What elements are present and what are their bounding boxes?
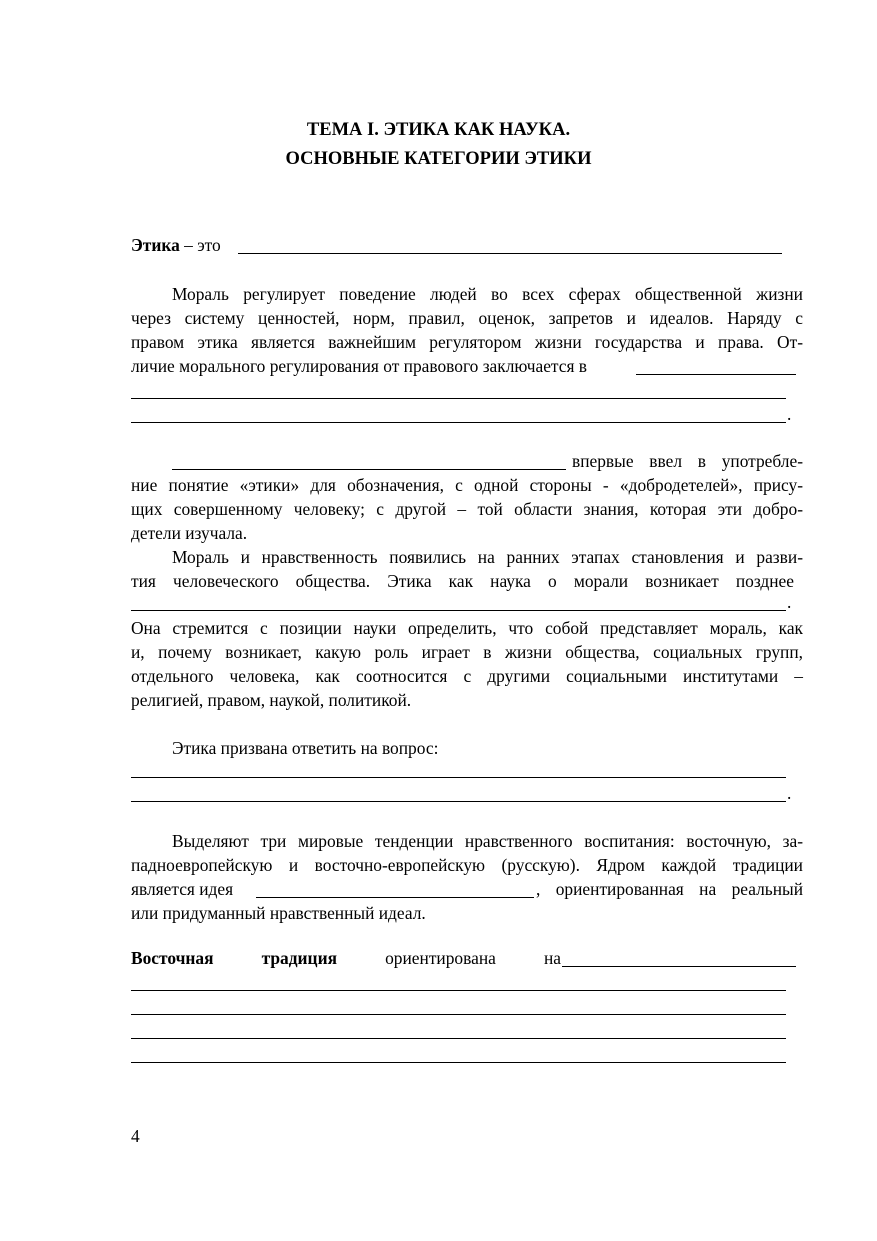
eastern-word-4: на bbox=[543, 948, 561, 968]
heading-line-1: ТЕМА I. ЭТИКА КАК НАУКА. bbox=[306, 120, 571, 140]
eastern-blank-2[interactable] bbox=[131, 990, 786, 991]
para5-line-1: Выделяют три мировые тенденции нравственного воспитания: восточную, за- bbox=[172, 831, 803, 851]
para4-line-2: и, почему возникает, какую роль играет в жизни общества, социальных групп, bbox=[131, 642, 803, 662]
definition-blank[interactable] bbox=[238, 253, 782, 254]
heading-line-2: ОСНОВНЫЕ КАТЕГОРИИ ЭТИКИ bbox=[285, 149, 592, 169]
para3-blank[interactable] bbox=[131, 610, 786, 611]
para1-line-4: личие морального регулирования от правового заключается в bbox=[131, 356, 588, 376]
para3-period: . bbox=[787, 592, 792, 612]
eastern-blank-4[interactable] bbox=[131, 1038, 786, 1039]
eastern-word-2: традиция bbox=[261, 948, 337, 968]
eastern-word-1: Восточная bbox=[131, 948, 214, 968]
para5-line-3-start: является идея bbox=[131, 879, 234, 899]
para1-line-2: через систему ценностей, норм, правил, оценок, запретов и идеалов. Наряду с bbox=[131, 308, 803, 328]
page-number: 4 bbox=[131, 1126, 140, 1146]
para2-line-4: детели изучала. bbox=[131, 523, 248, 543]
eastern-blank-1[interactable] bbox=[562, 966, 796, 967]
question-blank-1[interactable] bbox=[131, 777, 786, 778]
eastern-word-3: ориентирована bbox=[385, 948, 496, 968]
definition-rest: – это bbox=[179, 235, 221, 255]
para1-blank-2[interactable] bbox=[131, 398, 786, 399]
eastern-blank-5[interactable] bbox=[131, 1062, 786, 1063]
para1-period: . bbox=[787, 404, 792, 424]
para5-line-4: или придуманный нравственный идеал. bbox=[131, 903, 426, 923]
para5-line-3-end: , ориентированная на реальный bbox=[536, 879, 803, 899]
para2-line-2: ние понятие «этики» для обозначения, с одной стороны - «добродетелей», прису- bbox=[131, 475, 803, 495]
para4-line-1: Она стремится с позиции науки определить, что собой представляет мораль, как bbox=[131, 618, 803, 638]
para4-line-4: религией, правом, наукой, политикой. bbox=[131, 690, 412, 710]
question-period: . bbox=[787, 783, 792, 803]
para2-blank[interactable] bbox=[172, 469, 566, 470]
definition-line bbox=[131, 237, 803, 254]
para2-line-3: щих совершенному человеку; с другой – той области знания, которая эти добро- bbox=[131, 499, 803, 519]
eastern-blank-3[interactable] bbox=[131, 1014, 786, 1015]
eastern-line bbox=[131, 950, 561, 967]
para5-blank[interactable] bbox=[256, 897, 534, 898]
para1-blank-1[interactable] bbox=[636, 374, 796, 375]
question-line: Этика призвана ответить на вопрос: bbox=[172, 738, 439, 758]
para5-line-2: падноевропейскую и восточно-европейскую (русскую). Ядром каждой традиции bbox=[131, 855, 803, 875]
para3-line-1: Мораль и нравственность появились на ранних этапах становления и разви- bbox=[172, 547, 803, 567]
para1-line-1: Мораль регулирует поведение людей во всех сферах общественной жизни bbox=[172, 284, 803, 304]
para2-line-1-tail: впервые ввел в употребле- bbox=[572, 451, 803, 471]
question-blank-2[interactable] bbox=[131, 801, 786, 802]
para3-line-2: тия человеческого общества. Этика как наука о морали возникает позднее bbox=[131, 571, 794, 591]
para4-line-3: отдельного человека, как соотносится с другими социальными институтами – bbox=[131, 666, 803, 686]
para1-line-3: правом этика является важнейшим регулятором жизни государства и права. От- bbox=[131, 332, 803, 352]
definition-term: Этика bbox=[131, 235, 180, 255]
para1-blank-3[interactable] bbox=[131, 422, 786, 423]
